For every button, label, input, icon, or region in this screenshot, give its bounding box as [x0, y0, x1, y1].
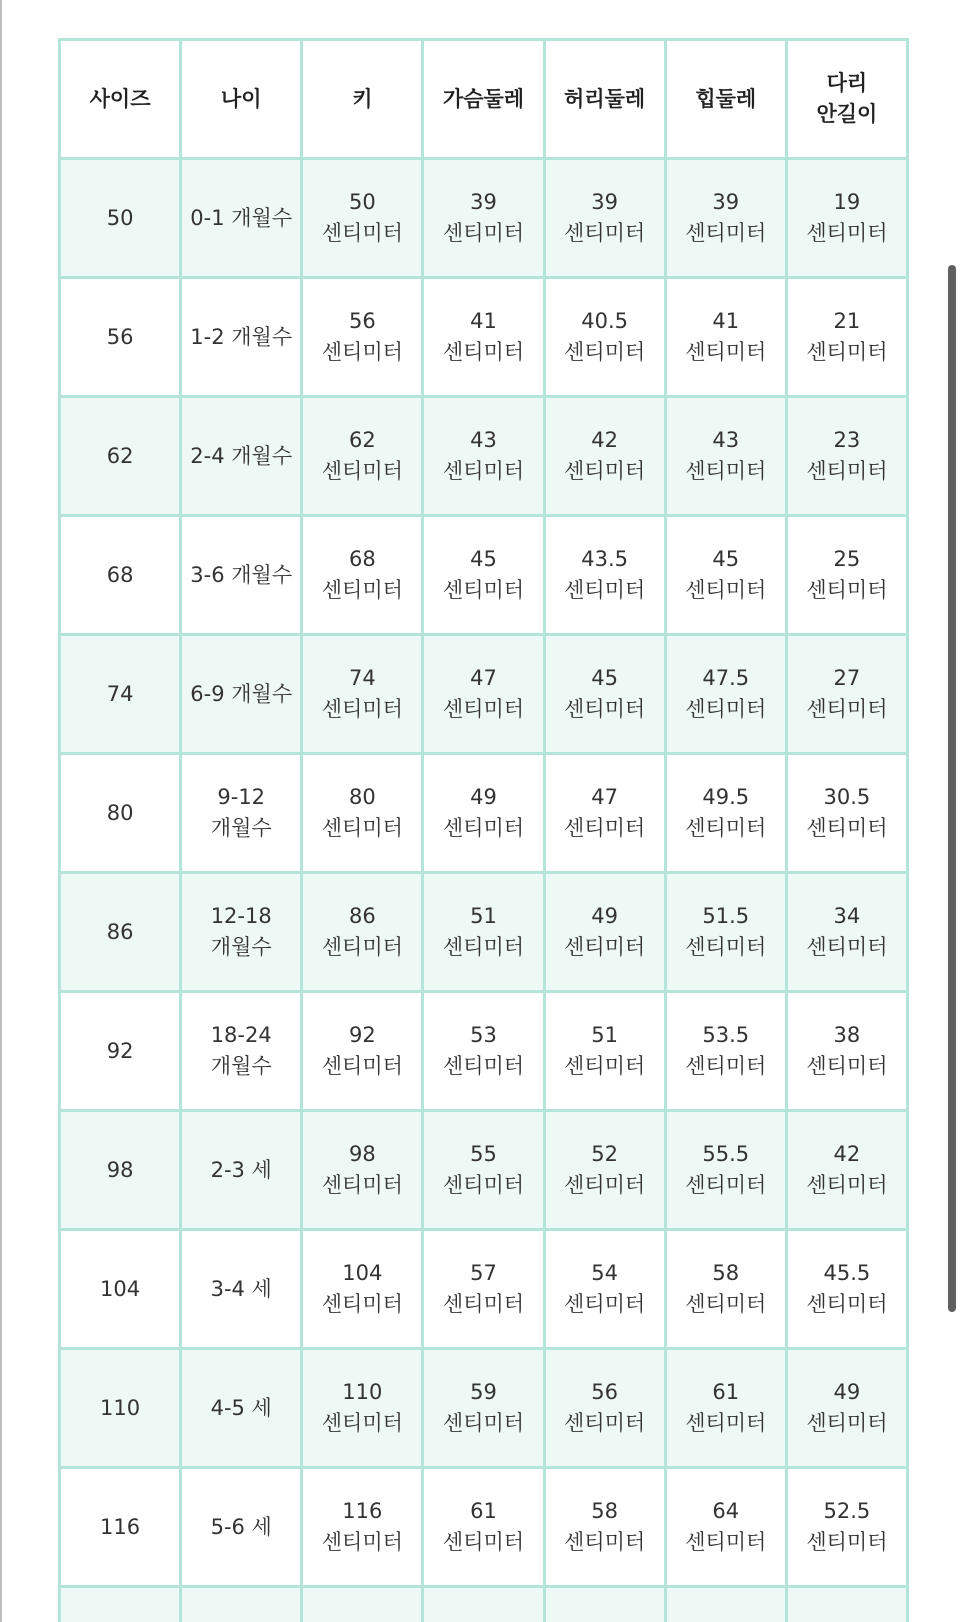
cell-chest: 43 센티미터 — [423, 397, 544, 516]
cell-waist: 47 센티미터 — [544, 754, 665, 873]
cell-chest: 39 센티미터 — [423, 159, 544, 278]
cell-size: 104 — [60, 1230, 181, 1349]
header-inseam: 다리 안길이 — [786, 40, 907, 159]
table-row — [60, 159, 908, 278]
cell-height: 80 센티미터 — [302, 754, 423, 873]
header-waist: 허리둘레 — [544, 40, 665, 159]
cell-inseam: 19 센티미터 — [786, 159, 907, 278]
cell-age: 12-18 개월수 — [181, 873, 302, 992]
cell-inseam: 45.5 센티미터 — [786, 1230, 907, 1349]
table-row — [60, 754, 908, 873]
cell-height: 110 센티미터 — [302, 1349, 423, 1468]
cell-hip: 43 센티미터 — [665, 397, 786, 516]
cell-chest — [423, 1587, 544, 1622]
cell-age: 18-24 개월수 — [181, 992, 302, 1111]
cell-age: 3-6 개월수 — [181, 516, 302, 635]
cell-size: 56 — [60, 278, 181, 397]
cell-size — [60, 1587, 181, 1622]
table-row — [60, 1468, 908, 1587]
cell-age: 2-3 세 — [181, 1111, 302, 1230]
cell-height: 62 센티미터 — [302, 397, 423, 516]
cell-height: 116 센티미터 — [302, 1468, 423, 1587]
header-chest: 가슴둘레 — [423, 40, 544, 159]
table-row — [60, 516, 908, 635]
cell-size: 62 — [60, 397, 181, 516]
cell-age: 4-5 세 — [181, 1349, 302, 1468]
cell-age: 3-4 세 — [181, 1230, 302, 1349]
cell-height: 68 센티미터 — [302, 516, 423, 635]
cell-height: 98 센티미터 — [302, 1111, 423, 1230]
cell-hip: 39 센티미터 — [665, 159, 786, 278]
cell-height: 104 센티미터 — [302, 1230, 423, 1349]
table-row — [60, 1111, 908, 1230]
cell-height: 86 센티미터 — [302, 873, 423, 992]
cell-hip: 47.5 센티미터 — [665, 635, 786, 754]
cell-hip: 41 센티미터 — [665, 278, 786, 397]
cell-inseam: 21 센티미터 — [786, 278, 907, 397]
cell-inseam: 34 센티미터 — [786, 873, 907, 992]
cell-inseam: 23 센티미터 — [786, 397, 907, 516]
cell-height — [302, 1587, 423, 1622]
cell-inseam: 52.5 센티미터 — [786, 1468, 907, 1587]
cell-chest: 49 센티미터 — [423, 754, 544, 873]
cell-age: 5-6 세 — [181, 1468, 302, 1587]
header-row — [60, 40, 908, 159]
cell-chest: 45 센티미터 — [423, 516, 544, 635]
cell-age — [181, 1587, 302, 1622]
header-height: 키 — [302, 40, 423, 159]
cell-size: 74 — [60, 635, 181, 754]
table-row-partial — [60, 1587, 908, 1622]
cell-chest: 47 센티미터 — [423, 635, 544, 754]
cell-waist: 56 센티미터 — [544, 1349, 665, 1468]
cell-age: 1-2 개월수 — [181, 278, 302, 397]
cell-inseam: 49 센티미터 — [786, 1349, 907, 1468]
cell-size: 80 — [60, 754, 181, 873]
cell-age: 6-9 개월수 — [181, 635, 302, 754]
table-row — [60, 992, 908, 1111]
vertical-scrollbar[interactable] — [948, 265, 956, 1312]
table-row — [60, 1349, 908, 1468]
cell-waist: 43.5 센티미터 — [544, 516, 665, 635]
cell-chest: 41 센티미터 — [423, 278, 544, 397]
cell-hip — [665, 1587, 786, 1622]
cell-chest: 61 센티미터 — [423, 1468, 544, 1587]
table-row — [60, 278, 908, 397]
header-hip: 힙둘레 — [665, 40, 786, 159]
cell-size: 50 — [60, 159, 181, 278]
cell-size: 116 — [60, 1468, 181, 1587]
cell-chest: 51 센티미터 — [423, 873, 544, 992]
header-size: 사이즈 — [60, 40, 181, 159]
cell-hip: 51.5 센티미터 — [665, 873, 786, 992]
cell-size: 86 — [60, 873, 181, 992]
table-row — [60, 873, 908, 992]
cell-chest: 59 센티미터 — [423, 1349, 544, 1468]
cell-inseam: 25 센티미터 — [786, 516, 907, 635]
cell-chest: 53 센티미터 — [423, 992, 544, 1111]
cell-hip: 49.5 센티미터 — [665, 754, 786, 873]
cell-height: 74 센티미터 — [302, 635, 423, 754]
cell-waist: 39 센티미터 — [544, 159, 665, 278]
cell-waist: 49 센티미터 — [544, 873, 665, 992]
cell-age: 0-1 개월수 — [181, 159, 302, 278]
cell-inseam: 38 센티미터 — [786, 992, 907, 1111]
cell-waist: 40.5 센티미터 — [544, 278, 665, 397]
cell-age: 9-12 개월수 — [181, 754, 302, 873]
cell-waist: 51 센티미터 — [544, 992, 665, 1111]
cell-height: 56 센티미터 — [302, 278, 423, 397]
table-row — [60, 397, 908, 516]
cell-hip: 45 센티미터 — [665, 516, 786, 635]
cell-size: 98 — [60, 1111, 181, 1230]
cell-size: 110 — [60, 1349, 181, 1468]
cell-waist: 42 센티미터 — [544, 397, 665, 516]
cell-inseam: 30.5 센티미터 — [786, 754, 907, 873]
size-chart-table — [58, 38, 909, 1622]
cell-hip: 55.5 센티미터 — [665, 1111, 786, 1230]
cell-height: 92 센티미터 — [302, 992, 423, 1111]
cell-hip: 58 센티미터 — [665, 1230, 786, 1349]
cell-inseam: 27 센티미터 — [786, 635, 907, 754]
cell-hip: 64 센티미터 — [665, 1468, 786, 1587]
cell-waist: 52 센티미터 — [544, 1111, 665, 1230]
cell-size: 92 — [60, 992, 181, 1111]
table-row — [60, 635, 908, 754]
cell-waist: 54 센티미터 — [544, 1230, 665, 1349]
header-age: 나이 — [181, 40, 302, 159]
table-row — [60, 1230, 908, 1349]
cell-height: 50 센티미터 — [302, 159, 423, 278]
cell-chest: 55 센티미터 — [423, 1111, 544, 1230]
cell-waist — [544, 1587, 665, 1622]
cell-size: 68 — [60, 516, 181, 635]
cell-waist: 58 센티미터 — [544, 1468, 665, 1587]
cell-hip: 53.5 센티미터 — [665, 992, 786, 1111]
cell-waist: 45 센티미터 — [544, 635, 665, 754]
cell-hip: 61 센티미터 — [665, 1349, 786, 1468]
cell-inseam — [786, 1587, 907, 1622]
cell-age: 2-4 개월수 — [181, 397, 302, 516]
cell-chest: 57 센티미터 — [423, 1230, 544, 1349]
page-left-edge — [0, 0, 2, 1622]
cell-inseam: 42 센티미터 — [786, 1111, 907, 1230]
